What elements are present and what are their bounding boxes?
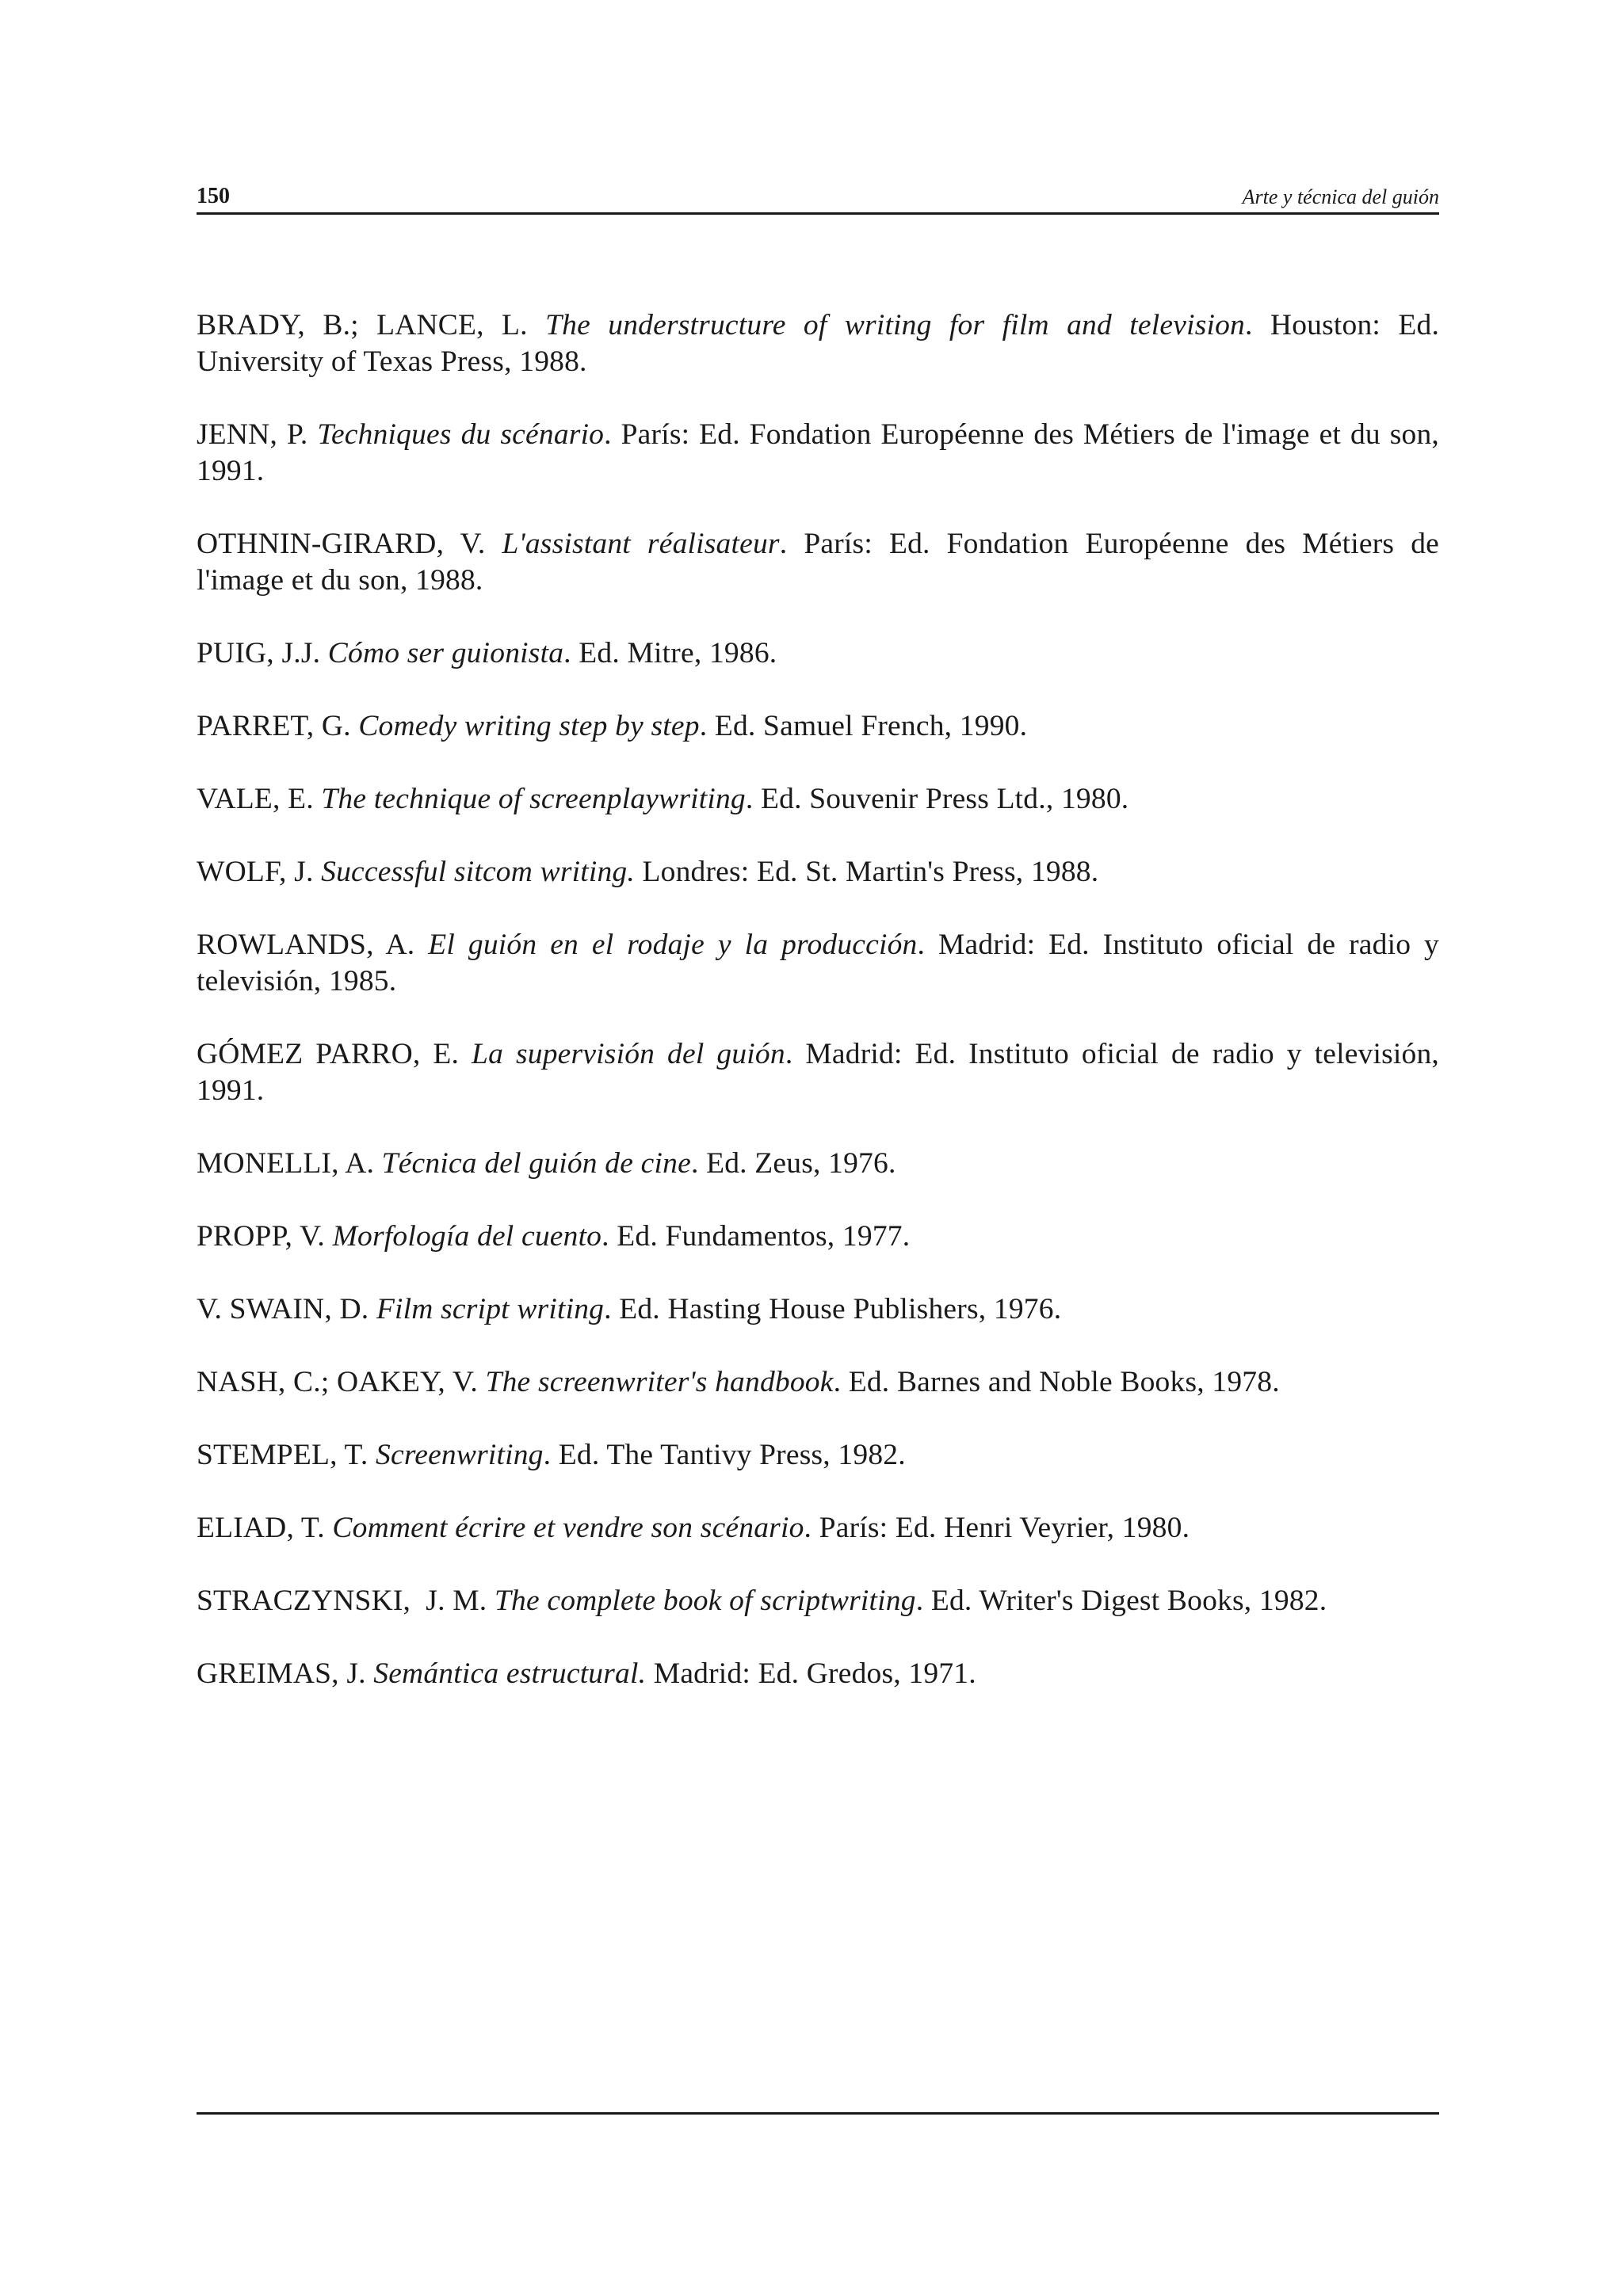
entry-author: PROPP, V.: [197, 1220, 325, 1253]
entry-author: STEMPEL, T.: [197, 1439, 369, 1471]
bibliography-entry: [197, 1656, 1439, 1692]
entry-title: Cómo ser guionista: [327, 637, 564, 669]
entry-author: GREIMAS, J.: [197, 1657, 366, 1690]
entry-title: The understructure of writing for film and television: [545, 309, 1246, 341]
entry-publication: . París: Ed. Fondation Européenne des Métiers de l'image et du son, 1991.: [197, 418, 1440, 487]
entry-publication: . Ed. Mitre, 1986.: [563, 637, 777, 669]
bibliography-entry: [197, 1146, 1439, 1182]
entry-publication: . Ed. Souvenir Press Ltd., 1980.: [745, 783, 1129, 815]
bibliography-entry: [197, 927, 1439, 1000]
entry-title: Comment écrire et vendre son scénario: [332, 1512, 804, 1544]
entry-author: ELIAD, T.: [197, 1512, 325, 1544]
entry-author: PUIG, J.J.: [197, 637, 321, 669]
footer-rule: [197, 2112, 1439, 2115]
bibliography-entry: [197, 1219, 1439, 1255]
entry-author: JENN, P.: [197, 418, 308, 451]
page-number: 150: [197, 184, 230, 208]
entry-publication: . Madrid: Ed. Instituto oficial de radio y televisión, 1985.: [197, 929, 1439, 997]
running-header: [197, 181, 1439, 215]
bibliography-list: [197, 307, 1439, 1729]
running-title: Arte y técnica del guión: [1242, 185, 1439, 208]
entry-author: MONELLI, A.: [197, 1147, 375, 1180]
entry-author: WOLF, J.: [197, 856, 314, 888]
entry-author: NASH, C.; OAKEY, V.: [197, 1366, 478, 1398]
entry-publication: . Ed. Writer's Digest Books, 1982.: [915, 1585, 1327, 1617]
entry-title: La supervisión del guión: [472, 1038, 785, 1070]
entry-title: Film script writing: [376, 1293, 605, 1325]
entry-author: OTHNIN-GIRARD, V.: [197, 528, 486, 560]
entry-publication: . Madrid: Ed. Instituto oficial de radio y televisión, 1991.: [197, 1038, 1440, 1107]
entry-title: Morfología del cuento: [332, 1220, 602, 1253]
bibliography-entry: [197, 307, 1439, 380]
bibliography-entry: [197, 1036, 1439, 1109]
entry-author: ROWLANDS, A.: [197, 929, 415, 961]
bibliography-entry: [197, 1510, 1439, 1547]
entry-title: The technique of screenplaywriting: [321, 783, 746, 815]
entry-author: STRACZYNSKI, J. M.: [197, 1585, 487, 1617]
entry-publication: . Ed. Samuel French, 1990.: [699, 710, 1028, 742]
bibliography-entry: [197, 1291, 1439, 1328]
entry-author: GÓMEZ PARRO, E.: [197, 1038, 460, 1070]
entry-title: The complete book of scriptwriting: [494, 1585, 916, 1617]
bibliography-entry: [197, 1364, 1439, 1401]
entry-publication: Madrid: Ed. Gredos, 1971.: [646, 1657, 976, 1690]
entry-author: PARRET, G.: [197, 710, 351, 742]
entry-title: Successful sitcom writing.: [321, 856, 635, 888]
entry-publication: . Ed. The Tantivy Press, 1982.: [543, 1439, 906, 1471]
entry-title: El guión en el rodaje y la producción: [428, 929, 918, 961]
entry-publication: . París: Ed. Fondation Européenne des Métiers de l'image et du son, 1988.: [197, 528, 1440, 597]
bibliography-entry: [197, 1437, 1439, 1474]
bibliography-entry: [197, 417, 1439, 490]
entry-title: Técnica del guión de cine: [381, 1147, 691, 1180]
entry-publication: . Houston: Ed. University of Texas Press, 1988.: [197, 309, 1440, 378]
entry-title: Techniques du scénario: [317, 418, 605, 451]
bibliography-entry: [197, 781, 1439, 818]
entry-author: V. SWAIN, D.: [197, 1293, 369, 1325]
entry-title: Screenwriting: [376, 1439, 544, 1471]
entry-author: BRADY, B.; LANCE, L.: [197, 309, 528, 341]
entry-title: L'assistant réalisateur: [502, 528, 780, 560]
bibliography-entry: [197, 854, 1439, 891]
entry-publication: . Ed. Barnes and Noble Books, 1978.: [833, 1366, 1280, 1398]
entry-publication: . Ed. Fundamentos, 1977.: [601, 1220, 911, 1253]
entry-title: Semántica estructural.: [373, 1657, 647, 1690]
bibliography-entry: [197, 526, 1439, 599]
bibliography-entry: [197, 708, 1439, 745]
bibliography-entry: [197, 1583, 1439, 1619]
entry-author: VALE, E.: [197, 783, 314, 815]
entry-publication: . Ed. Zeus, 1976.: [690, 1147, 896, 1180]
entry-publication: Londres: Ed. St. Martin's Press, 1988.: [634, 856, 1099, 888]
entry-publication: . París: Ed. Henri Veyrier, 1980.: [804, 1512, 1190, 1544]
entry-title: Comedy writing step by step: [358, 710, 700, 742]
entry-title: The screenwriter's handbook: [485, 1366, 834, 1398]
bibliography-entry: [197, 635, 1439, 672]
entry-publication: . Ed. Hasting House Publishers, 1976.: [604, 1293, 1062, 1325]
